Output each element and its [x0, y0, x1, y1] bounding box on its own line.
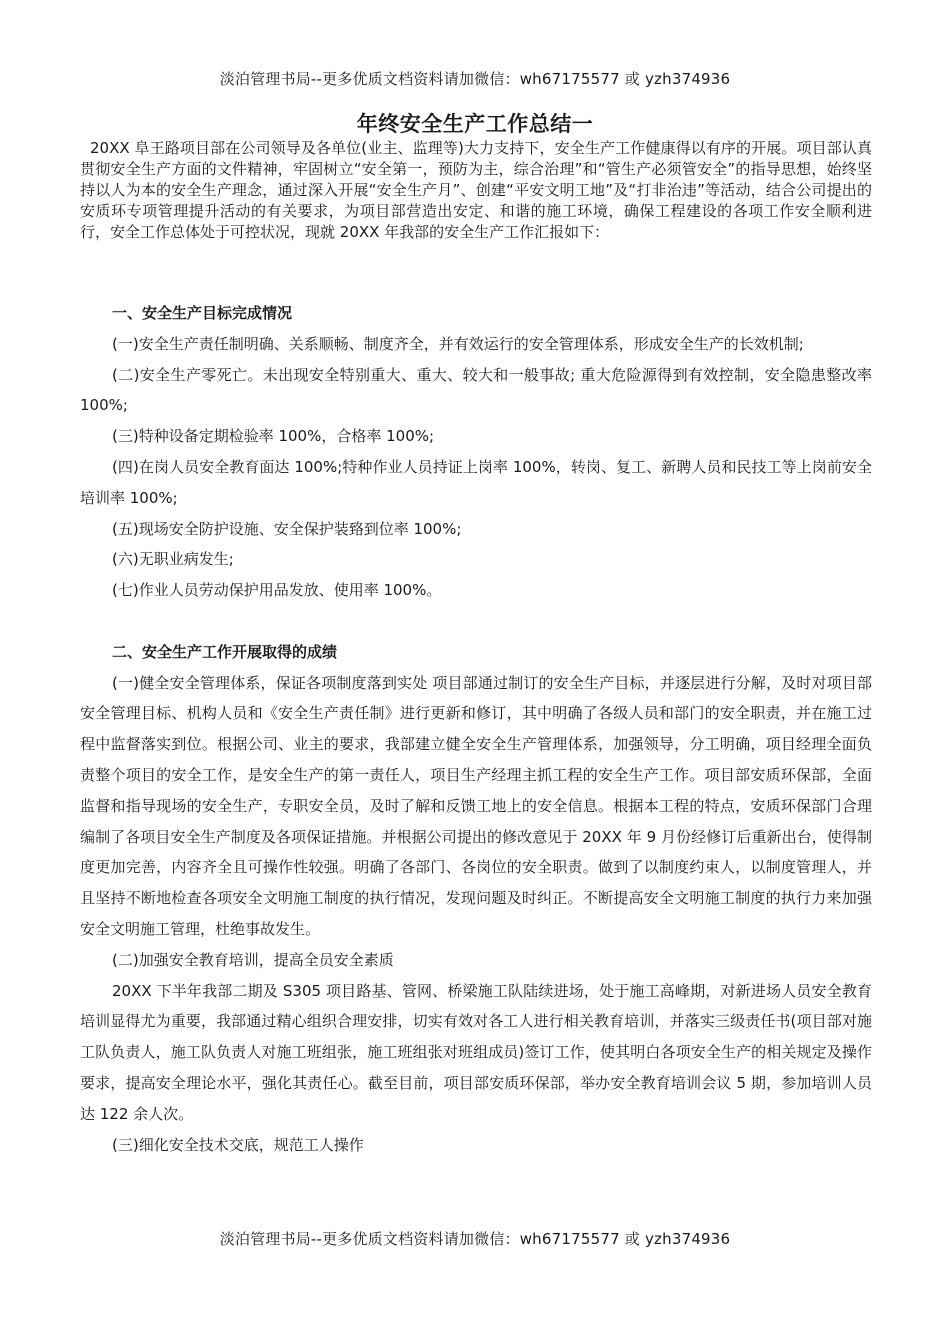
section-1-heading: 一、安全生产目标完成情况 — [112, 304, 293, 322]
subsection-heading: (三)细化安全技术交底，规范工人操作 — [112, 1135, 364, 1154]
training-paragraph: 20XX 下半年我部二期及 S305 项目路基、管网、桥梁施工队陆续进场，处于施工高峰期，对新进场人员安全教育培训显得尤为重要，我部通过精心组织合理安排，切实有效对各工人进行相关教育培训，并落实三级责任书(项目部对施工队负责人，施工队负责人对施工班组张，施工班组张对班组成员)签订工作，使其明白各项安全生产的相关规定及操作要求，提高安全理论水平，强化其责任心。截至目前，项目部安质环保部，举办安全教育培训会议 5 期，参加培训人员达 122 余人次。 — [80, 981, 872, 1123]
document-body — [80, 298, 872, 1160]
target-item: (四)在岗人员安全教育面达 100%;特种作业人员持证上岗率 100%，转岗、复工、新聘人员和民技工等上岗前安全培训率 100%; — [80, 457, 872, 507]
target-item: (六)无职业病发生; — [112, 550, 234, 569]
page-header: 淡泊管理书局--更多优质文档资料请加微信：wh67175577 或 yzh374936 — [219, 70, 731, 88]
achievement-paragraph: (一)健全安全管理体系，保证各项制度落到实处 项目部通过制订的安全生产目标，并逐层进行分解，及时对项目部安全管理目标、机构人员和《安全生产责任制》进行更新和修订，其中明确了各级人员和部门的安全职责，并在施工过程中监督落实到位。根据公司、业主的要求，我部建立健全安全生产管理体系，加强领导，分工明确，项目经理全面负责整个项目的安全工作，是安全生产的第一责任人，项目生产经理主抓工程的安全生产工作。项目部安质环保部，全面监督和指导现场的安全生产，专职安全员，及时了解和反馈工地上的安全信息。根据本工程的特点，安质环保部门合理编制了各项目安全生产制度及各项保证措施。并根据公司提出的修改意见于 20XX 年 9 月份经修订后重新出台，使得制度更加完善，内容齐全且可操作性较强。明确了各部门、各岗位的安全职责。做到了以制度约束人，以制度管理人，并且坚持不断地检查各项安全文明施工制度的执行情况，发现问题及时纠正。不断提高安全文明施工制度的执行力来加强安全文明施工管理，杜绝事故发生。 — [80, 673, 872, 938]
intro-paragraph: 20XX 阜王路项目部在公司领导及各单位(业主、监理等)大力支持下，安全生产工作健康得以有序的开展。项目部认真贯彻安全生产方面的文件精神，牢固树立“安全第一，预防为主，综合治理”和“管生产必须管安全”的指导思想，始终坚持以人为本的安全生产理念，通过深入开展“安全生产月”、创建“平安文明工地”及“打非治违”等活动，结合公司提出的安质环专项管理提升活动的有关要求，为项目部营造出安定、和谐的施工环境，确保工程建设的各项工作安全顺利进行，安全工作总体处于可控状况，现就 20XX 年我部的安全生产工作汇报如下： — [80, 139, 872, 241]
document-title: 年终安全生产工作总结一 — [356, 112, 594, 136]
section-spacer — [80, 606, 872, 637]
target-item: (七)作业人员劳动保护用品发放、使用率 100%。 — [112, 581, 442, 600]
target-item: (二)安全生产零死亡。未出现安全特别重大、重大、较大和一般事故; 重大危险源得到有效控制，安全隐患整改率 100%; — [80, 365, 872, 415]
target-item: (一)安全生产责任制明确、关系顺畅、制度齐全，并有效运行的安全管理体系，形成安全生产的长效机制; — [112, 334, 804, 353]
target-item: (五)现场安全防护设施、安全保护装臵到位率 100%; — [112, 519, 462, 538]
subsection-heading: (二)加强安全教育培训，提高全员安全素质 — [112, 950, 394, 969]
section-2-heading: 二、安全生产工作开展取得的成绩 — [112, 642, 338, 661]
page-footer: 淡泊管理书局--更多优质文档资料请加微信：wh67175577 或 yzh374936 — [219, 1230, 731, 1248]
target-item: (三)特种设备定期检验率 100%，合格率 100%; — [112, 427, 435, 446]
